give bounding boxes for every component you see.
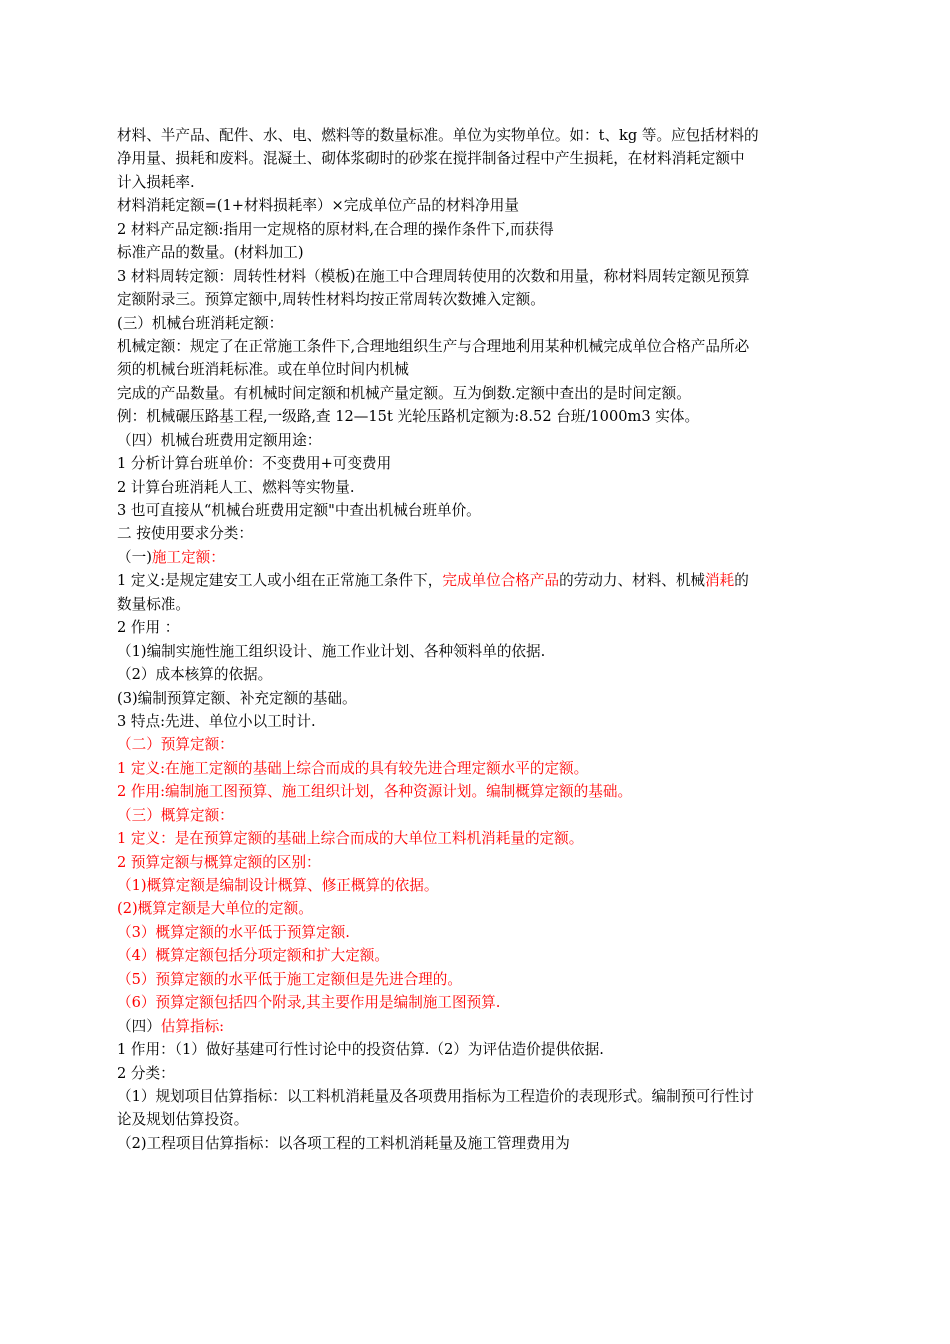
text-segment: 材料消耗定额=(1+材料损耗率）×完成单位产品的材料净用量 bbox=[117, 197, 519, 215]
text-segment: 的 bbox=[734, 572, 749, 590]
text-segment: 2 材料产品定额:指用一定规格的原材料,在合理的操作条件下,而获得 bbox=[117, 220, 554, 238]
text-segment: (3)编制预算定额、补充定额的基础。 bbox=[117, 689, 357, 707]
text-segment: 净用量、损耗和废料。混凝土、砌体浆砌时的砂浆在搅拌制备过程中产生损耗，在材料消耗定额中 bbox=[117, 150, 745, 168]
text-line bbox=[117, 429, 857, 452]
text-segment: （2)工程项目估算指标：以各项工程的工料机消耗量及施工管理费用为 bbox=[117, 1134, 570, 1152]
text-segment: （1)编制实施性施工组织设计、施工作业计划、各种领料单的依据. bbox=[117, 642, 546, 660]
text-line bbox=[117, 921, 857, 944]
text-segment: 3 也可直接从“机械台班费用定额"中查出机械台班单价。 bbox=[117, 502, 481, 519]
text-line bbox=[117, 593, 857, 616]
text-segment: 计入损耗率. bbox=[117, 173, 195, 191]
text-line bbox=[117, 405, 857, 428]
text-line bbox=[117, 663, 857, 686]
highlighted-text: （3）概算定额的水平低于预算定额. bbox=[117, 923, 350, 941]
text-line bbox=[117, 874, 857, 897]
text-segment: 须的机械台班消耗标准。或在单位时间内机械 bbox=[117, 361, 409, 379]
text-segment: 定额附录三。预算定额中,周转性材料均按正常周转次数摊入定额。 bbox=[117, 291, 545, 309]
text-segment: 1 分析计算台班单价：不变费用+可变费用 bbox=[117, 455, 392, 473]
highlighted-text: （二）预算定额： bbox=[117, 736, 234, 754]
text-segment: 例：机械碾压路基工程,一级路,查 12—15t 光轮压路机定额为:8.52 台班/1000m3 实体。 bbox=[117, 408, 700, 426]
text-line bbox=[117, 733, 857, 756]
text-line bbox=[117, 944, 857, 967]
text-line bbox=[117, 640, 857, 663]
text-segment: 二 按使用要求分类： bbox=[117, 525, 253, 543]
highlighted-text: （5）预算定额的水平低于施工定额但是先进合理的。 bbox=[117, 970, 462, 988]
text-segment: 论及规划估算投资。 bbox=[117, 1111, 249, 1129]
highlighted-text: 1 定义:在施工定额的基础上综合而成的具有较先进合理定额水平的定额。 bbox=[117, 759, 589, 777]
text-line bbox=[117, 382, 857, 405]
highlighted-text: （6）预算定额包括四个附录,其主要作用是编制施工图预算. bbox=[117, 994, 501, 1012]
highlighted-text: 施工定额： bbox=[151, 548, 225, 566]
highlighted-text: 2 预算定额与概算定额的区别： bbox=[117, 853, 321, 871]
text-line bbox=[117, 1038, 857, 1061]
text-line bbox=[117, 827, 857, 850]
text-line bbox=[117, 499, 857, 522]
text-line bbox=[117, 171, 857, 194]
highlighted-text: 完成单位合格产品 bbox=[442, 572, 560, 590]
text-line bbox=[117, 358, 857, 381]
text-line bbox=[117, 124, 857, 147]
text-segment: 3 材料周转定额：周转性材料（模板)在施工中合理周转使用的次数和用量，称材料周转定额见预算 bbox=[117, 267, 750, 285]
text-line bbox=[117, 687, 857, 710]
text-line bbox=[117, 1015, 857, 1038]
text-segment: （2）成本核算的依据。 bbox=[117, 666, 273, 684]
text-line bbox=[117, 710, 857, 733]
text-line bbox=[117, 569, 857, 592]
text-line bbox=[117, 1132, 857, 1155]
text-segment: 完成的产品数量。有机械时间定额和机械产量定额。互为倒数.定额中查出的是时间定额。 bbox=[117, 384, 691, 402]
text-segment: （四）机械台班费用定额用途： bbox=[117, 431, 322, 449]
text-line bbox=[117, 147, 857, 170]
text-segment: 标准产品的数量。(材料加工) bbox=[117, 244, 304, 262]
text-line bbox=[117, 241, 857, 264]
text-segment: 的劳动力、材料、机械 bbox=[559, 572, 706, 590]
highlighted-text: 估算指标: bbox=[160, 1017, 225, 1035]
text-line bbox=[117, 312, 857, 335]
text-segment: （四） bbox=[117, 1017, 161, 1035]
text-line bbox=[117, 616, 857, 639]
text-line bbox=[117, 757, 857, 780]
highlighted-text: （1)概算定额是编制设计概算、修正概算的依据。 bbox=[117, 877, 439, 894]
text-segment: 2 作用 ： bbox=[117, 619, 180, 637]
text-line bbox=[117, 288, 857, 311]
text-line bbox=[117, 1062, 857, 1085]
text-line bbox=[117, 522, 857, 545]
text-segment: 1 作用：（1）做好基建可行性讨论中的投资估算.（2）为评估造价提供依据. bbox=[117, 1041, 604, 1059]
text-line bbox=[117, 335, 857, 358]
text-line bbox=[117, 265, 857, 288]
highlighted-text: (2)概算定额是大单位的定额。 bbox=[117, 900, 313, 918]
text-segment: 2 分类： bbox=[117, 1064, 175, 1082]
text-line bbox=[117, 218, 857, 241]
text-segment: （一) bbox=[117, 548, 152, 566]
text-line bbox=[117, 1108, 857, 1131]
text-line bbox=[117, 194, 857, 217]
text-segment: (三）机械台班消耗定额： bbox=[117, 314, 284, 332]
text-line bbox=[117, 546, 857, 569]
text-segment: 3 特点:先进、单位小以工时计. bbox=[117, 712, 316, 730]
text-segment: （1）规划项目估算指标：以工料机消耗量及各项费用指标为工程造价的表现形式。编制预可行性讨 bbox=[117, 1087, 754, 1105]
text-line bbox=[117, 780, 857, 803]
text-line bbox=[117, 476, 857, 499]
text-line bbox=[117, 804, 857, 827]
text-segment: 1 定义:是规定建安工人或小组在正常施工条件下， bbox=[117, 572, 443, 590]
text-line bbox=[117, 991, 857, 1014]
text-segment: 2 计算台班消耗人工、燃料等实物量. bbox=[117, 478, 355, 496]
text-line bbox=[117, 851, 857, 874]
text-segment: 机械定额：规定了在正常施工条件下,合理地组织生产与合理地利用某种机械完成单位合格产品所必 bbox=[117, 337, 750, 355]
highlighted-text: 2 作用:编制施工图预算、施工组织计划，各种资源计划。编制概算定额的基础。 bbox=[117, 783, 633, 801]
highlighted-text: （4）概算定额包括分项定额和扩大定额。 bbox=[117, 947, 389, 965]
text-line bbox=[117, 1085, 857, 1108]
highlighted-text: 消耗 bbox=[705, 572, 735, 590]
text-line bbox=[117, 897, 857, 920]
highlighted-text: （三）概算定额： bbox=[117, 806, 234, 824]
text-line bbox=[117, 968, 857, 991]
text-segment: 材料、半产品、配件、水、电、燃料等的数量标准。单位为实物单位。如：t、kg 等。应包括材料的 bbox=[117, 127, 759, 144]
text-segment: 数量标准。 bbox=[117, 595, 190, 613]
document-body bbox=[117, 124, 857, 1155]
highlighted-text: 1 定义：是在预算定额的基础上综合而成的大单位工料机消耗量的定额。 bbox=[117, 830, 584, 848]
text-line bbox=[117, 452, 857, 475]
